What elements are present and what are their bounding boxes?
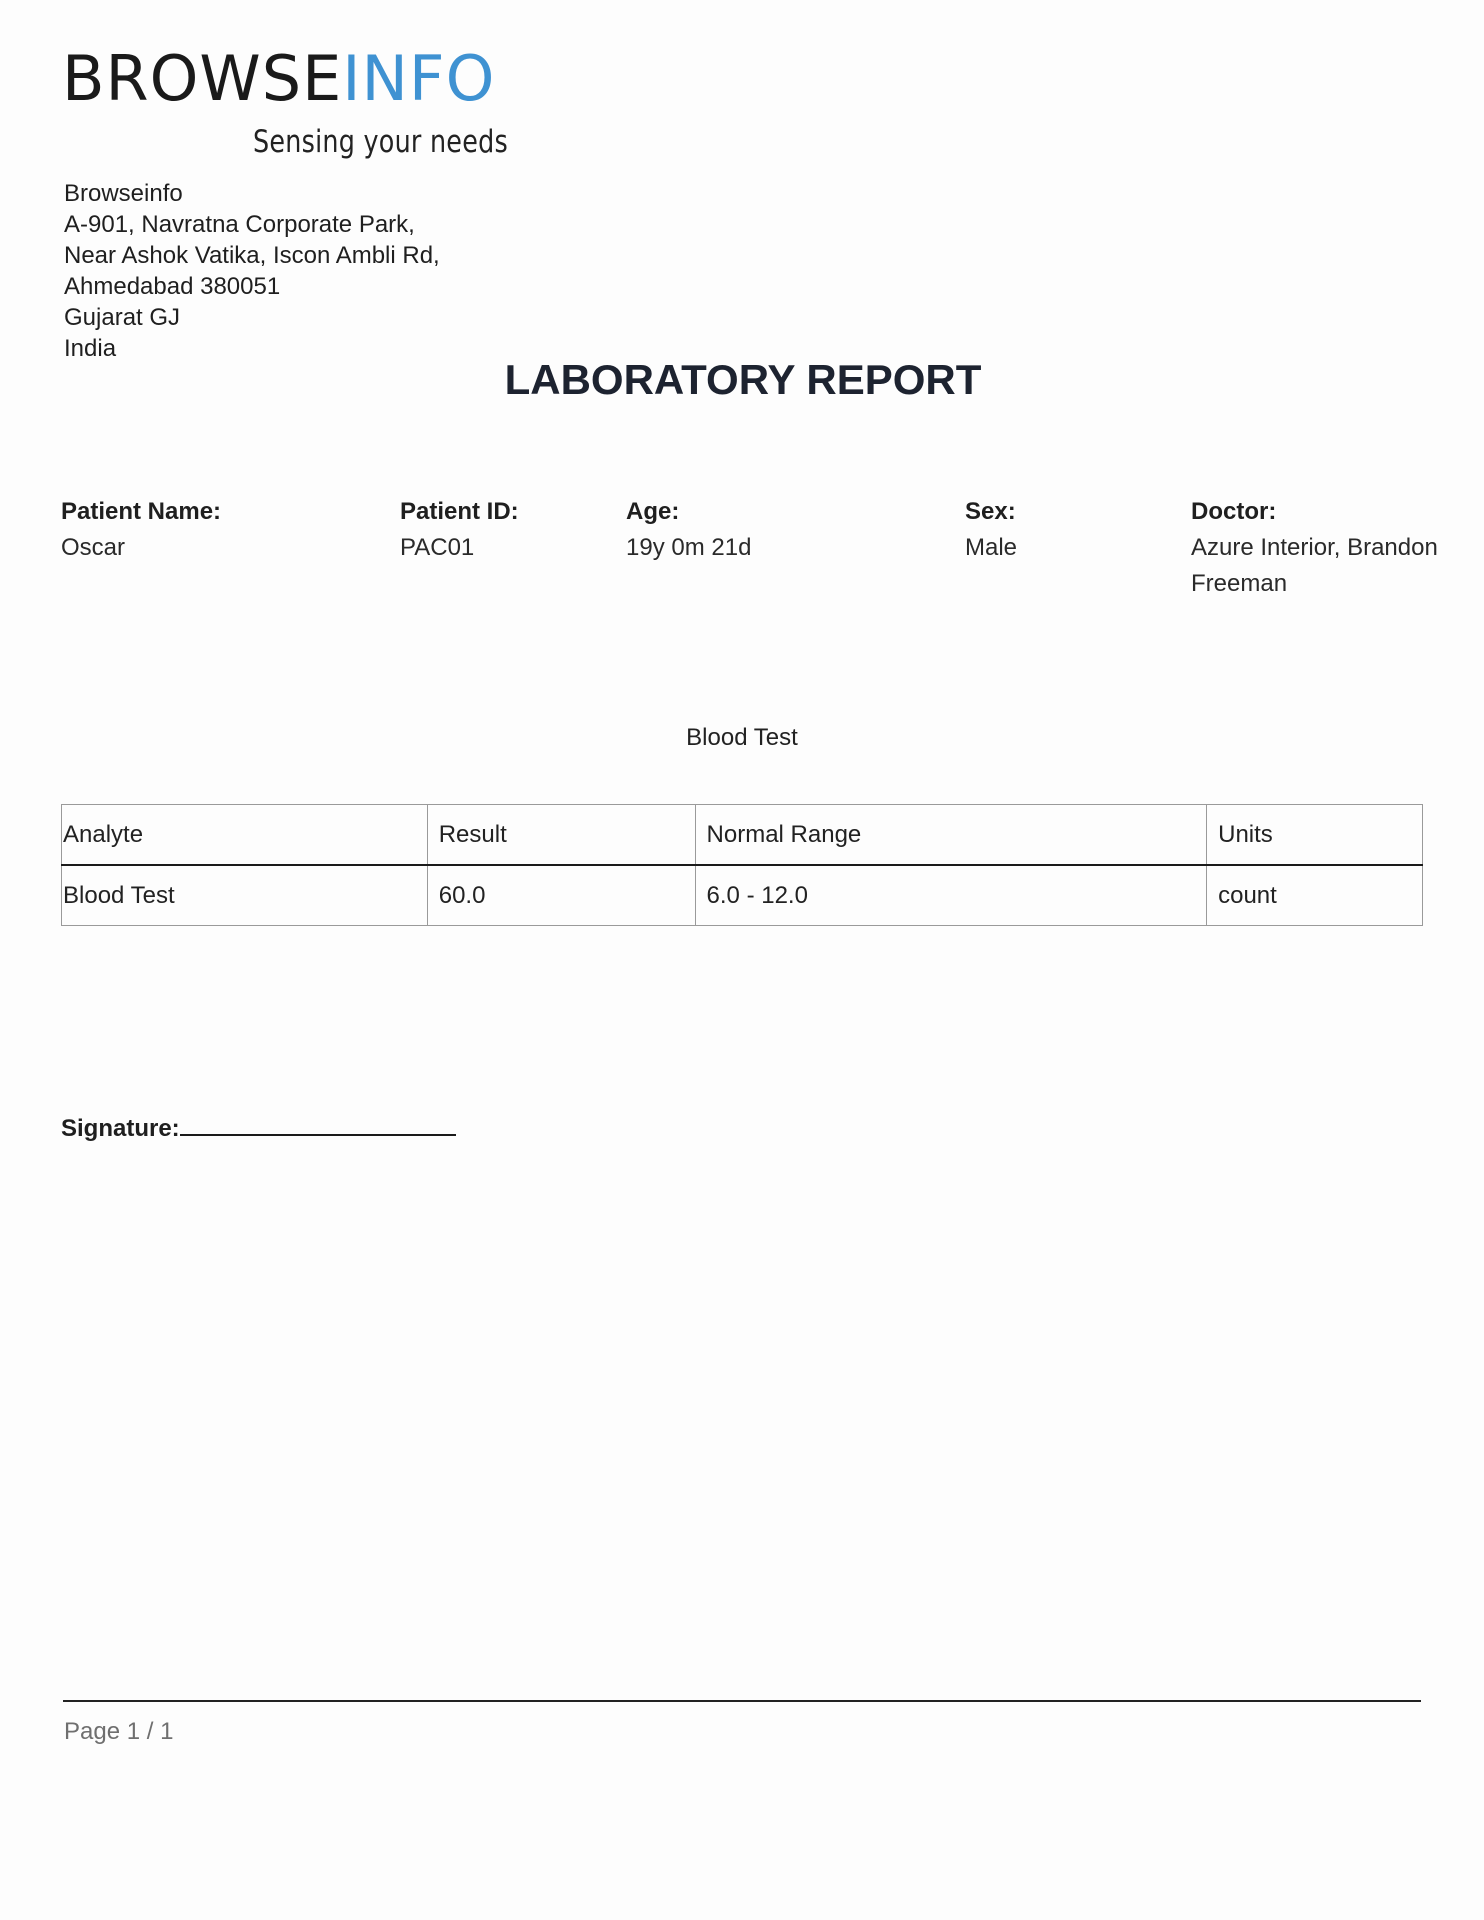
patient-name-value: Oscar [61,534,126,561]
cell-units: count [1207,865,1423,926]
company-name: Browseinfo [64,180,183,207]
address-line-1: A-901, Navratna Corporate Park, [64,211,415,238]
test-section-title: Blood Test [686,724,798,751]
address-line-3: Ahmedabad 380051 [64,273,281,300]
doctor-label: Doctor: [1191,498,1277,525]
patient-sex-field [965,494,1165,566]
column-header-result: Result [427,805,695,866]
report-title-container [0,356,1484,404]
patient-name-field [61,494,381,566]
signature-block [61,1110,456,1143]
company-logo [62,42,496,115]
cell-normal-range: 6.0 - 12.0 [695,865,1207,926]
table-header-row [62,805,1423,866]
patient-sex-label: Sex: [965,498,1016,525]
footer-divider [63,1700,1421,1702]
patient-id-label: Patient ID: [400,498,519,525]
logo-brand-dark: BROWSE [62,42,343,115]
doctor-value: Azure Interior, Brandon Freeman [1191,534,1438,597]
company-address-block [64,178,440,364]
column-header-analyte: Analyte [62,805,428,866]
page-number: Page 1 / 1 [64,1718,174,1745]
cell-result: 60.0 [427,865,695,926]
patient-name-label: Patient Name: [61,498,222,525]
logo-tagline: Sensing your needs [253,124,508,160]
address-line-2: Near Ashok Vatika, Iscon Ambli Rd, [64,242,440,269]
address-line-5: India [64,335,117,362]
logo-brand-blue: INFO [342,42,496,115]
table-row [62,865,1423,926]
patient-age-label: Age: [626,498,680,525]
signature-label: Signature: [61,1115,180,1142]
signature-line [180,1110,456,1136]
results-table [61,804,1423,926]
report-title: LABORATORY REPORT [504,356,982,403]
doctor-field [1191,494,1461,602]
cell-analyte: Blood Test [62,865,428,926]
patient-id-value: PAC01 [400,534,475,561]
column-header-normal-range: Normal Range [695,805,1207,866]
patient-age-value: 19y 0m 21d [626,534,752,561]
address-line-4: Gujarat GJ [64,304,181,331]
column-header-units: Units [1207,805,1423,866]
patient-age-field [626,494,926,566]
patient-id-field [400,494,600,566]
patient-sex-value: Male [965,534,1018,561]
